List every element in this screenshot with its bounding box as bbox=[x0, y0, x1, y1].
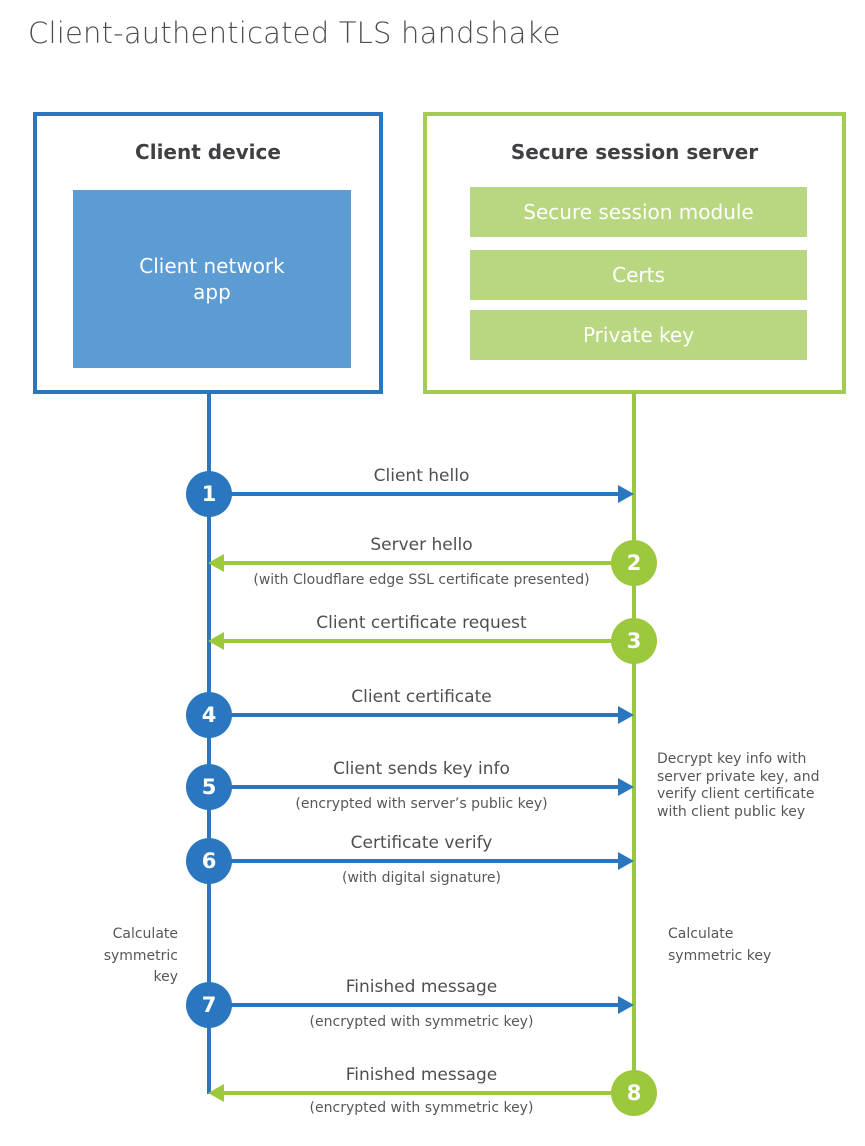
step-2-label: Server hello bbox=[370, 535, 473, 555]
step-3-arrow bbox=[223, 639, 634, 643]
step-7-arrowhead-icon bbox=[618, 996, 634, 1014]
step-5-arrow bbox=[209, 785, 619, 789]
step-6-sublabel: (with digital signature) bbox=[342, 870, 501, 886]
step-5-label: Client sends key info bbox=[333, 759, 510, 779]
calculate-symmetric-key-note-client: Calculate symmetric key bbox=[103, 926, 178, 986]
step-1-badge: 1 bbox=[186, 471, 232, 517]
step-3-label: Client certificate request bbox=[316, 613, 527, 633]
step-3-badge: 3 bbox=[611, 618, 657, 664]
server-module-label: Private key bbox=[582, 323, 695, 347]
step-4-arrow bbox=[209, 713, 619, 717]
step-8-arrow bbox=[223, 1091, 634, 1095]
step-6-arrowhead-icon bbox=[618, 852, 634, 870]
server-module-label: Secure session module bbox=[523, 200, 754, 224]
secure-session-server-title: Secure session server bbox=[510, 140, 759, 164]
step-1-label: Client hello bbox=[373, 466, 470, 486]
step-4-badge: 4 bbox=[186, 692, 232, 738]
client-device-title: Client device bbox=[135, 140, 281, 164]
server-module-bar bbox=[470, 187, 807, 237]
server-module-bar bbox=[470, 250, 807, 300]
step-7-badge: 7 bbox=[186, 982, 232, 1028]
step-4-label: Client certificate bbox=[351, 687, 492, 707]
step-6-label: Certificate verify bbox=[350, 833, 493, 853]
step-8-badge: 8 bbox=[611, 1070, 657, 1116]
step-8-label: Finished message bbox=[345, 1065, 498, 1085]
step-5-badge: 5 bbox=[186, 764, 232, 810]
step-8-sublabel: (encrypted with symmetric key) bbox=[309, 1100, 534, 1116]
step-2-badge: 2 bbox=[611, 540, 657, 586]
step-6-arrow bbox=[209, 859, 619, 863]
step-4-arrowhead-icon bbox=[618, 706, 634, 724]
step-7-label: Finished message bbox=[345, 977, 498, 997]
page-title: Client-authenticated TLS handshake bbox=[28, 16, 561, 50]
step-6-badge: 6 bbox=[186, 838, 232, 884]
server-module-bar bbox=[470, 310, 807, 360]
client-network-app-label: Client network app bbox=[139, 254, 285, 304]
step-5-sublabel: (encrypted with server’s public key) bbox=[295, 796, 548, 812]
decrypt-note: Decrypt key info with server private key, and verify client certificate with client public key bbox=[657, 751, 820, 820]
step-1-arrow bbox=[209, 492, 619, 496]
calculate-symmetric-key-note-server: Calculate symmetric key bbox=[668, 926, 772, 964]
server-module-label: Certs bbox=[612, 263, 665, 287]
secure-session-server-box bbox=[423, 112, 846, 394]
client-device-box bbox=[33, 112, 383, 394]
step-2-arrow bbox=[223, 561, 634, 565]
step-2-arrowhead-icon bbox=[208, 554, 224, 572]
step-7-sublabel: (encrypted with symmetric key) bbox=[309, 1014, 534, 1030]
step-7-arrow bbox=[209, 1003, 619, 1007]
client-network-app-box bbox=[73, 190, 351, 368]
step-5-arrowhead-icon bbox=[618, 778, 634, 796]
step-2-sublabel: (with Cloudflare edge SSL certificate presented) bbox=[253, 572, 590, 588]
step-3-arrowhead-icon bbox=[208, 632, 224, 650]
step-1-arrowhead-icon bbox=[618, 485, 634, 503]
